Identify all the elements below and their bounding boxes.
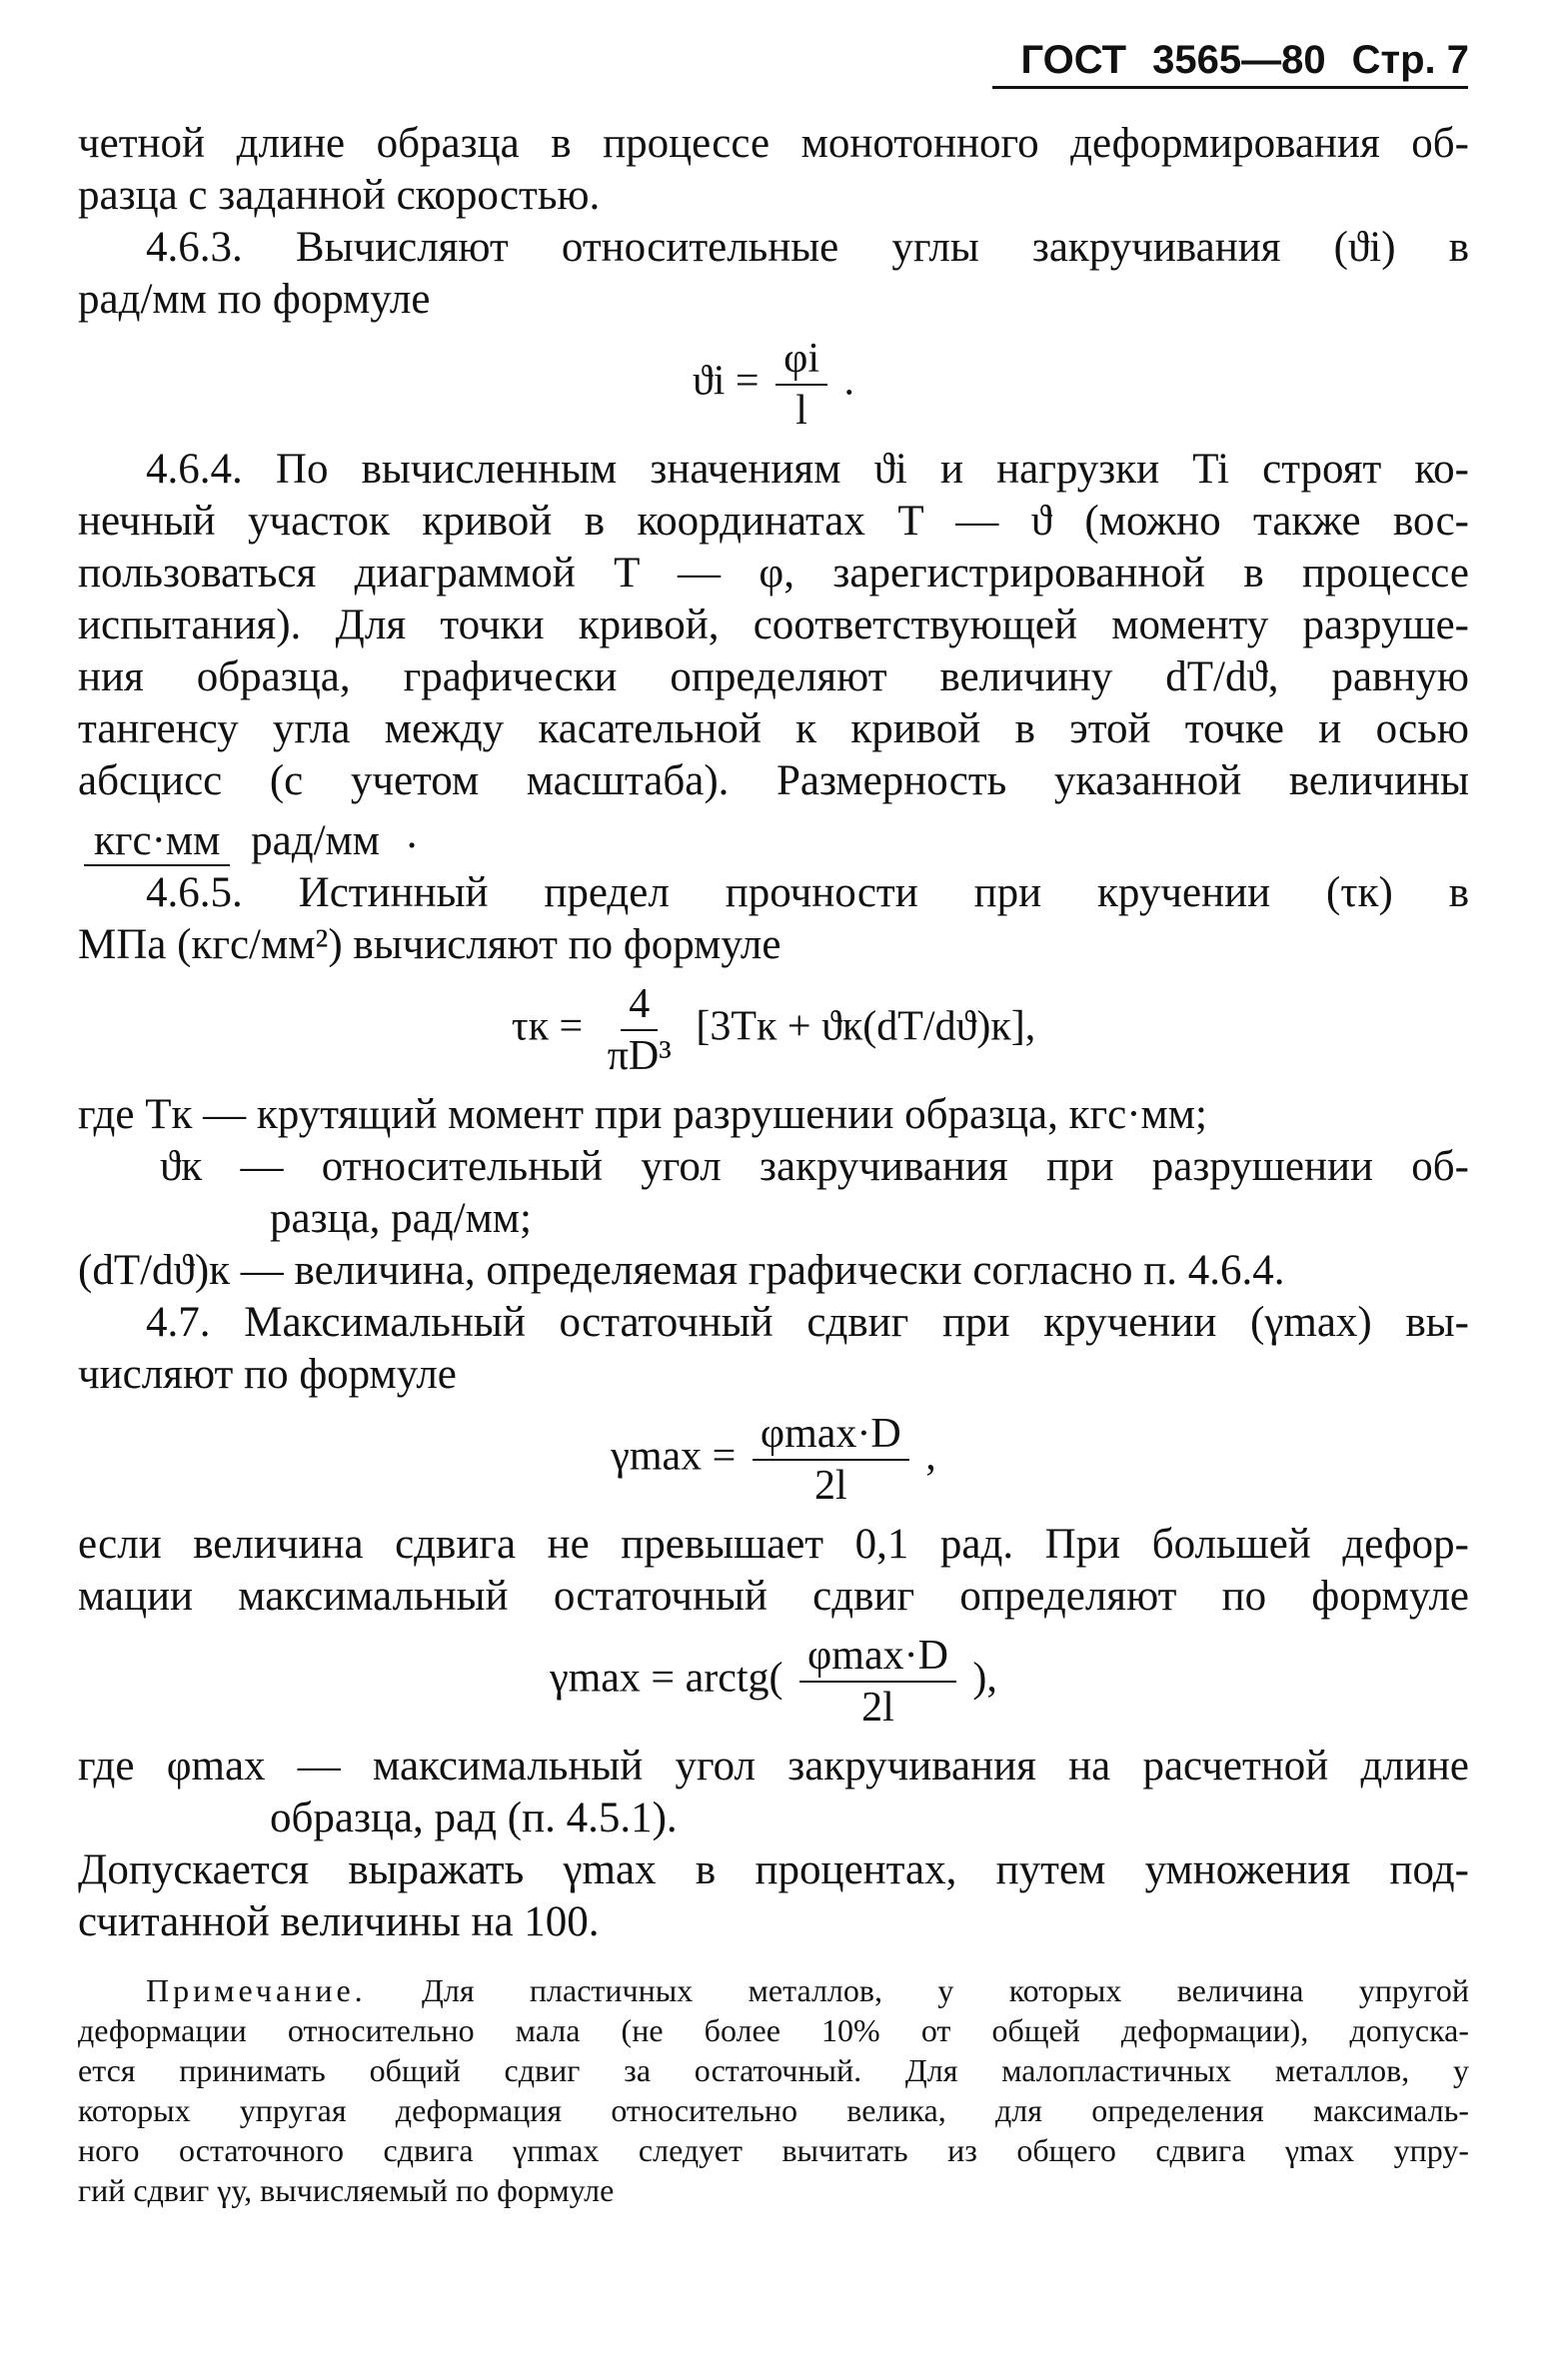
standard-label: ГОСТ <box>1020 37 1127 82</box>
text-line: если величина сдвига не превышает 0,1 рад. При большей дефор- <box>78 1521 1469 1568</box>
fraction-denominator: πD³ <box>607 1033 672 1079</box>
text-line: образца, рад (п. 4.5.1). <box>270 1794 678 1841</box>
text-line: МПа (кгс/мм²) вычисляют по формуле <box>78 921 781 968</box>
header-rule <box>992 86 1468 89</box>
fraction <box>600 979 680 1081</box>
text-line: испытания). Для точки кривой, соответствующей моменту разруше- <box>78 601 1469 648</box>
fraction-numerator: φmax·D <box>799 1631 956 1683</box>
fraction-numerator: φi <box>776 334 827 386</box>
text-line: (dT/dϑ)к — величина, определяемая графически согласно п. 4.6.4. <box>78 1247 1285 1294</box>
fraction-denominator: 2l <box>813 1463 847 1509</box>
dimension-denominator: рад/мм <box>251 817 380 864</box>
text-line: тангенсу угла между касательной к кривой в этой точке и осью <box>78 705 1469 752</box>
formula-tail: ), <box>972 1655 997 1702</box>
formula-theta <box>78 334 1469 436</box>
dimension-line <box>78 807 1469 867</box>
text-line: 4.6.4. По вычисленным значениям ϑi и нагрузки Ti строят ко- <box>146 446 1469 493</box>
note-line: деформации относительно мала (не более 10% от общей деформации), допуска- <box>78 2012 1469 2048</box>
fraction <box>753 1409 909 1511</box>
text-line: пользоваться диаграммой T — φ, зарегистрированной в процессе <box>78 550 1469 596</box>
text-line: 4.6.5. Истинный предел прочности при кручении (τк) в <box>146 869 1469 916</box>
note-line: ного остаточного сдвига γпmax следует вычитать из общего сдвига γmax упру- <box>78 2132 1469 2168</box>
formula-lhs: γmax = arctg( <box>550 1655 783 1702</box>
formula-rest: [3Tк + ϑк(dT/dϑ)к], <box>696 1003 1036 1050</box>
dimension-numerator: кгс·мм <box>84 817 230 866</box>
text-line: считанной величины на 100. <box>78 1898 600 1945</box>
fraction-denominator: l <box>795 388 807 434</box>
text-line: 4.6.3. Вычисляют относительные углы закручивания (ϑi) в <box>146 224 1469 271</box>
note-label: Примечание. <box>146 1972 367 2008</box>
text-line: 4.7. Максимальный остаточный сдвиг при кручении (γmax) вы- <box>146 1299 1469 1346</box>
dimension-tail: . <box>406 809 418 857</box>
dimension-fraction <box>84 815 390 867</box>
formula-tau <box>78 979 1469 1081</box>
text-line: числяют по формуле <box>78 1351 457 1398</box>
text-line: разца с заданной скоростью. <box>78 172 601 219</box>
formula-lhs: ϑi = <box>692 358 760 405</box>
text-line: Допускается выражать γmax в процентах, путем умножения под- <box>78 1846 1469 1893</box>
text-line: абсцисс (с учетом масштаба). Размерность указанной величины <box>78 757 1469 804</box>
page-number: Стр. 7 <box>1351 37 1469 82</box>
formula-lhs: τк = <box>511 1003 584 1050</box>
note-text: Для пластичных металлов, у которых величина упругой <box>422 1972 1470 2008</box>
text-line: ния образца, графически определяют величину dT/dϑ, равную <box>78 653 1469 700</box>
body-text <box>78 118 1469 2210</box>
note-line: ется принимать общий сдвиг за остаточный. Для малопластичных металлов, у <box>78 2052 1469 2088</box>
text-line: ϑк — относительный угол закручивания при разрушении об- <box>160 1143 1469 1190</box>
text-line: мации максимальный остаточный сдвиг определяют по формуле <box>78 1573 1469 1620</box>
text-line: разца, рад/мм; <box>270 1195 532 1242</box>
page-header <box>974 30 1469 90</box>
fraction-numerator: φmax·D <box>753 1409 909 1461</box>
formula-lhs: γmax = <box>611 1433 737 1480</box>
text-line: рад/мм по формуле <box>78 276 431 323</box>
fraction-denominator: 2l <box>861 1685 894 1731</box>
standard-number: 3565—80 <box>1152 37 1326 82</box>
fraction <box>776 334 827 436</box>
note-line: гий сдвиг γу, вычисляемый по формуле <box>78 2172 615 2208</box>
formula-tail: , <box>925 1433 936 1480</box>
note-line: которых упругая деформация относительно велика, для определения максималь- <box>78 2092 1469 2128</box>
fraction <box>799 1631 956 1733</box>
text-line: нечный участок кривой в координатах T — ϑ (можно также вос- <box>78 498 1469 545</box>
fraction-numerator: 4 <box>621 979 658 1031</box>
text-line: где φmax — максимальный угол закручивания на расчетной длине <box>78 1743 1469 1789</box>
formula-gamma-linear <box>78 1409 1469 1511</box>
text-line: четной длине образца в процессе монотонного деформирования об- <box>78 120 1469 167</box>
text-line: где Tк — крутящий момент при разрушении образца, кгс·мм; <box>78 1091 1207 1138</box>
formula-tail: . <box>843 358 855 405</box>
note-line <box>78 1970 1469 2010</box>
formula-gamma-arctg <box>78 1631 1469 1733</box>
note-block <box>78 1970 1469 2210</box>
